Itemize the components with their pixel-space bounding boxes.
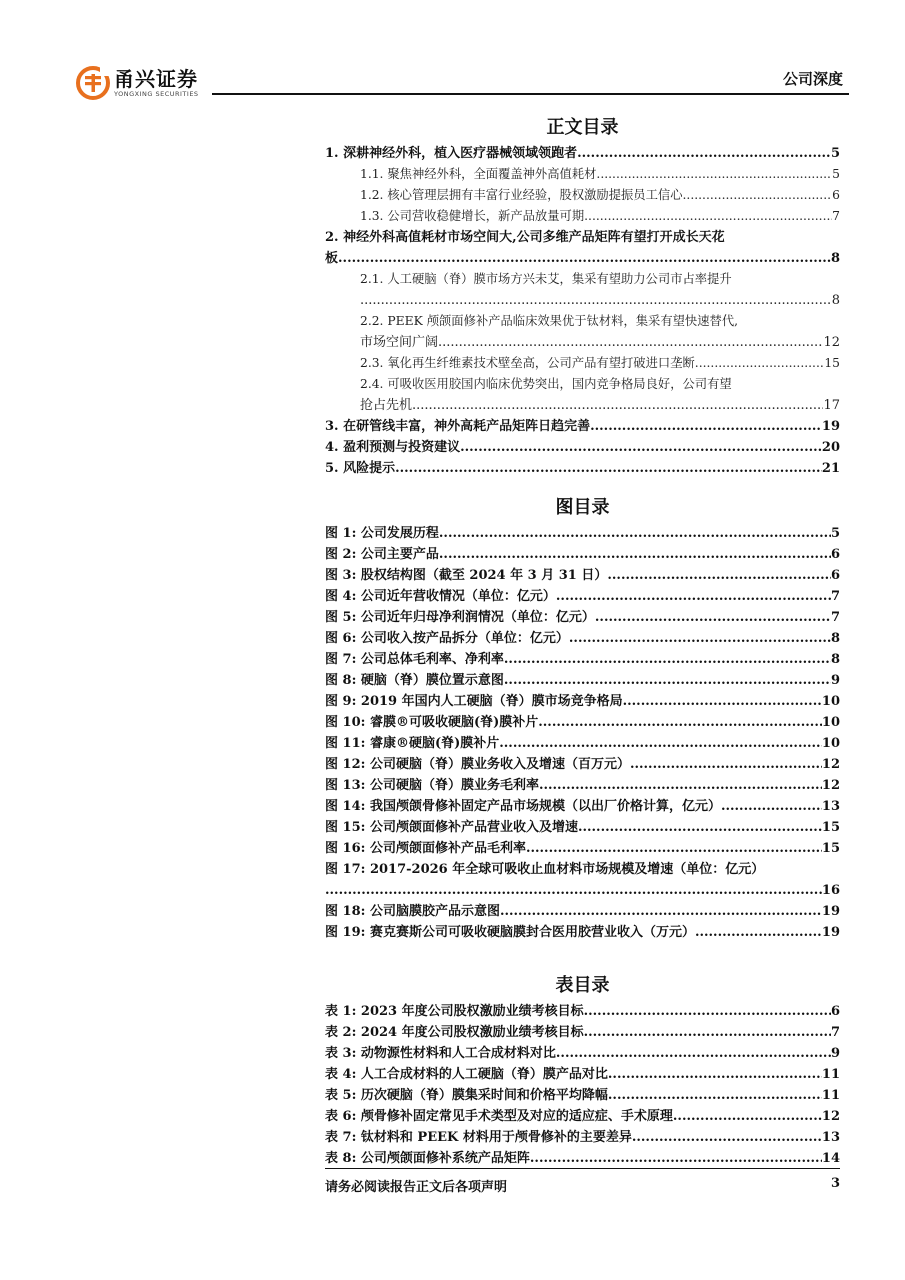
toc-entry-label: 1.2. 核心管理层拥有丰富行业经验，股权激励提振员工信心 (360, 188, 683, 202)
toc-entry[interactable] (325, 437, 840, 458)
toc-entry[interactable] (325, 206, 840, 227)
figure-entry-page: 7 (830, 589, 840, 604)
figure-entry-label: 图 5: 公司近年归母净利润情况（单位：亿元） (325, 610, 595, 625)
table-entry[interactable] (325, 1106, 840, 1127)
figure-entry-page: 19 (821, 925, 840, 940)
leader-dots (577, 143, 831, 164)
figure-entry-page: 15 (821, 841, 840, 856)
leader-dots (360, 290, 832, 311)
figure-entry[interactable] (325, 628, 840, 649)
toc-entry-label: 1. 深耕神经外科，植入医疗器械领域领跑者 (325, 146, 578, 161)
figure-entry-page: 6 (830, 568, 840, 583)
leader-dots (395, 458, 822, 479)
figure-entry[interactable] (325, 670, 840, 691)
table-entry-page: 14 (821, 1151, 840, 1166)
leader-dots (439, 544, 831, 565)
table-entry-label: 表 6: 颅骨修补固定常见手术类型及对应的适应症、手术原理 (325, 1109, 673, 1124)
figure-entry[interactable] (325, 712, 840, 733)
figure-entry-label: 图 13: 公司硬脑（脊）膜业务毛利率 (325, 778, 539, 793)
figure-entry[interactable] (325, 586, 840, 607)
leader-dots (632, 1127, 822, 1148)
tables-title: 表目录 (555, 975, 610, 996)
toc-entry-label-line2: 市场空间广阔 (360, 335, 439, 350)
disclaimer-note: 请务必阅读报告正文后各项声明 (325, 1180, 508, 1195)
toc-entry-label-line1: 2.4. 可吸收医用胶国内临床优势突出，国内竞争格局良好，公司有望 (360, 377, 732, 391)
toc-entry-label-line1: 2. 神经外科高值耗材市场空间大,公司多维产品矩阵有望打开成长天花 (325, 230, 725, 245)
leader-dots (526, 838, 822, 859)
figure-entry-label: 图 4: 公司近年营收情况（单位：亿元） (325, 589, 556, 604)
table-entry[interactable] (325, 1085, 840, 1106)
table-entry-label: 表 7: 钛材料和 PEEK 材料用于颅骨修补的主要差异 (325, 1130, 632, 1145)
figure-entry-page: 8 (830, 652, 840, 667)
figure-entry-label: 图 18: 公司脑膜胶产品示意图 (325, 904, 500, 919)
figure-entry[interactable] (325, 901, 840, 922)
leader-dots (504, 670, 831, 691)
leader-dots (623, 691, 822, 712)
toc-list (325, 143, 840, 479)
toc-entry-label-line2: 板 (325, 251, 339, 266)
figure-entry-page: 7 (830, 610, 840, 625)
leader-dots (630, 754, 822, 775)
toc-entry-page: 5 (830, 146, 840, 161)
table-entry-page: 11 (821, 1088, 840, 1103)
figure-entry-label: 图 19: 赛克赛斯公司可吸收硬脑膜封合医用胶营业收入（万元） (325, 925, 695, 940)
figures-title: 图目录 (555, 497, 610, 518)
figure-entry-page: 10 (821, 694, 840, 709)
toc-entry[interactable] (325, 269, 840, 311)
toc-entry[interactable] (325, 374, 840, 416)
leader-dots (695, 353, 825, 374)
toc-entry-page: 5 (832, 167, 840, 181)
toc-entry[interactable] (325, 164, 840, 185)
toc-entry-label: 1.1. 聚焦神经外科，全面覆盖神外高值耗材 (360, 167, 597, 181)
figure-entry-page: 12 (821, 778, 840, 793)
toc-entry-page: 20 (821, 440, 840, 455)
figure-entry[interactable] (325, 838, 840, 859)
toc-entry[interactable] (325, 227, 840, 269)
toc-entry-label-line2: 抢占先机 (360, 398, 413, 413)
toc-entry-page: 21 (821, 461, 840, 476)
leader-dots (721, 796, 822, 817)
toc-entry-page: 7 (832, 209, 840, 223)
figure-entry-label: 图 12: 公司硬脑（脊）膜业务收入及增速（百万元） (325, 757, 630, 772)
leader-dots (338, 248, 831, 269)
leader-dots (460, 437, 822, 458)
leader-dots (530, 1148, 822, 1169)
toc-entry-page: 15 (824, 356, 840, 370)
figure-entry[interactable] (325, 922, 840, 943)
figure-entry-label: 图 9: 2019 年国内人工硬脑（脊）膜市场竞争格局 (325, 694, 623, 709)
figure-entry-label: 图 11: 睿康®硬脑(脊)膜补片 (325, 736, 500, 751)
figure-entry[interactable] (325, 565, 840, 586)
figure-entry-page: 5 (830, 526, 840, 541)
page-number: 3 (830, 1176, 840, 1191)
figure-entry-label-line1: 图 17: 2017-2026 年全球可吸收止血材料市场规模及增速（单位：亿元） (325, 862, 765, 877)
toc-entry-label: 3. 在研管线丰富，神外高耗产品矩阵日趋完善 (325, 419, 591, 434)
table-list (325, 1001, 840, 1169)
figure-entry[interactable] (325, 691, 840, 712)
leader-dots (673, 1106, 822, 1127)
toc-entry[interactable] (325, 458, 840, 479)
leader-dots (556, 1043, 831, 1064)
table-entry-label: 表 3: 动物源性材料和人工合成材料对比 (325, 1046, 556, 1061)
figure-entry-label: 图 16: 公司颅颌面修补产品毛利率 (325, 841, 526, 856)
figure-entry-label: 图 6: 公司收入按产品拆分（单位：亿元） (325, 631, 569, 646)
contents-column (325, 108, 840, 1169)
toc-entry-page: 17 (823, 398, 840, 413)
figure-entry[interactable] (325, 775, 840, 796)
table-entry[interactable] (325, 1022, 840, 1043)
table-entry[interactable] (325, 1127, 840, 1148)
table-entry[interactable] (325, 1001, 840, 1022)
table-entry-page: 12 (821, 1109, 840, 1124)
leader-dots (596, 164, 832, 185)
figure-entry-label: 图 1: 公司发展历程 (325, 526, 439, 541)
figure-entry[interactable] (325, 817, 840, 838)
leader-dots (695, 922, 822, 943)
toc-entry[interactable] (325, 311, 840, 353)
table-entry-page: 7 (830, 1025, 840, 1040)
toc-entry[interactable] (325, 353, 840, 374)
table-entry-page: 11 (821, 1067, 840, 1082)
toc-entry-page: 19 (821, 419, 840, 434)
figure-entry[interactable] (325, 544, 840, 565)
leader-dots (412, 395, 823, 416)
table-entry-label: 表 4: 人工合成材料的人工硬脑（脊）膜产品对比 (325, 1067, 608, 1082)
figure-list (325, 523, 840, 943)
leader-dots (608, 1064, 822, 1085)
table-entry-page: 6 (830, 1004, 840, 1019)
leader-dots (504, 649, 831, 670)
toc-title: 正文目录 (546, 117, 619, 138)
figure-entry-page: 15 (821, 820, 840, 835)
toc-entry-page: 8 (831, 293, 840, 308)
leader-dots (683, 185, 833, 206)
figure-entry-page: 9 (830, 673, 840, 688)
figure-entry[interactable] (325, 733, 840, 754)
toc-entry-label-line1: 2.1. 人工硬脑（脊）膜市场方兴未艾，集采有望助力公司市占率提升 (360, 272, 732, 286)
leader-dots (584, 206, 832, 227)
leader-dots (499, 733, 822, 754)
toc-entry-label-line1: 2.2. PEEK 颅颌面修补产品临床效果优于钛材料，集采有望快速替代, (360, 314, 739, 328)
figure-entry-label: 图 15: 公司颅颌面修补产品营业收入及增速 (325, 820, 578, 835)
toc-entry[interactable] (325, 416, 840, 437)
figure-entry-label: 图 14: 我国颅颌骨修补固定产品市场规模（以出厂价格计算，亿元） (325, 799, 721, 814)
figure-entry-label: 图 3: 股权结构图（截至 2024 年 3 月 31 日） (325, 568, 608, 583)
toc-entry-label: 2.3. 氧化再生纤维素技术壁垒高，公司产品有望打破进口垄断 (360, 356, 695, 370)
figure-entry-page: 10 (821, 715, 840, 730)
toc-entry-label: 5. 风险提示 (325, 461, 396, 476)
table-entry-page: 9 (830, 1046, 840, 1061)
figure-entry-page: 16 (821, 883, 840, 898)
figure-entry-label: 图 8: 硬脑（脊）膜位置示意图 (325, 673, 504, 688)
leader-dots (584, 1022, 831, 1043)
toc-entry-page: 6 (832, 188, 840, 202)
table-entry[interactable] (325, 1043, 840, 1064)
table-entry-page: 13 (821, 1130, 840, 1145)
brand-name-cn: 甬兴证券 (114, 67, 198, 91)
leader-dots (569, 628, 831, 649)
brand-logo-icon (76, 66, 110, 100)
toc-entry[interactable] (325, 185, 840, 206)
figure-entry[interactable] (325, 754, 840, 775)
toc-entry-label: 1.3. 公司营收稳健增长，新产品放量可期 (360, 209, 585, 223)
figure-entry-page: 12 (821, 757, 840, 772)
leader-dots (439, 523, 831, 544)
leader-dots (607, 565, 831, 586)
figure-entry-label: 图 10: 睿膜®可吸收硬脑(脊)膜补片 (325, 715, 539, 730)
figure-entry-label: 图 7: 公司总体毛利率、净利率 (325, 652, 504, 667)
leader-dots (595, 607, 831, 628)
header-divider (212, 93, 849, 95)
footer-divider (325, 1168, 840, 1169)
figure-entry[interactable] (325, 649, 840, 670)
toc-entry-page: 12 (823, 335, 840, 350)
table-entry-label: 表 8: 公司颅颌面修补系统产品矩阵 (325, 1151, 530, 1166)
leader-dots (500, 901, 822, 922)
figure-entry[interactable] (325, 859, 840, 901)
figure-entry[interactable] (325, 607, 840, 628)
table-entry[interactable] (325, 1064, 840, 1085)
leader-dots (584, 1001, 831, 1022)
document-type: 公司深度 (782, 70, 843, 88)
leader-dots (539, 775, 822, 796)
toc-entry-label: 4. 盈利预测与投资建议 (325, 440, 461, 455)
figure-entry-page: 13 (821, 799, 840, 814)
leader-dots (578, 817, 822, 838)
leader-dots (608, 1085, 822, 1106)
table-entry[interactable] (325, 1148, 840, 1169)
leader-dots (590, 416, 822, 437)
table-entry-label: 表 2: 2024 年度公司股权激励业绩考核目标 (325, 1025, 584, 1040)
table-entry-label: 表 1: 2023 年度公司股权激励业绩考核目标 (325, 1004, 584, 1019)
figure-entry-page: 8 (830, 631, 840, 646)
figure-entry-label: 图 2: 公司主要产品 (325, 547, 439, 562)
leader-dots (438, 332, 823, 353)
figure-entry-page: 6 (830, 547, 840, 562)
leader-dots (325, 880, 822, 901)
leader-dots (538, 712, 822, 733)
figure-entry[interactable] (325, 523, 840, 544)
table-entry-label: 表 5: 历次硬脑（脊）膜集采时间和价格平均降幅 (325, 1088, 608, 1103)
leader-dots (556, 586, 831, 607)
figure-entry-page: 19 (821, 904, 840, 919)
figure-entry-page: 10 (821, 736, 840, 751)
brand-name-en: YONGXING SECURITIES (114, 90, 199, 98)
figure-entry[interactable] (325, 796, 840, 817)
toc-entry-page: 8 (830, 251, 840, 266)
toc-entry[interactable] (325, 143, 840, 164)
brand-logo (76, 66, 199, 100)
